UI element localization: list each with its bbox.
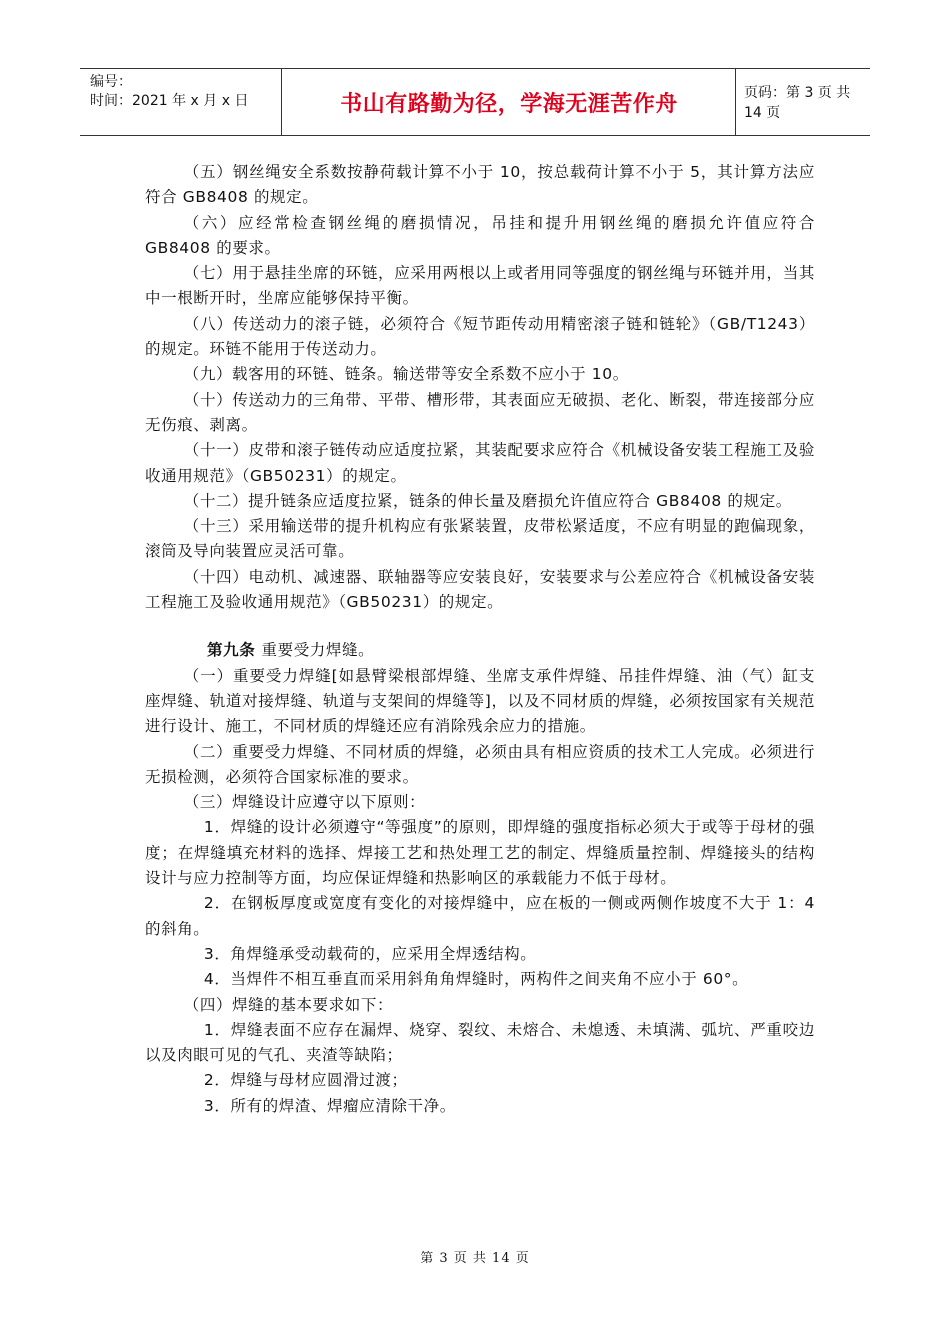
- principle-item: 1．焊缝的设计必须遵守“等强度”的原则，即焊缝的强度指标必须大于或等于母材的强度；在焊缝填充材料的选择、焊接工艺和热处理工艺的制定、焊缝质量控制、焊缝接头的结构设计与应力控制等方面，均应保证焊缝和热影响区的承载能力不低于母材。: [145, 818, 815, 888]
- clause-paragraph: （三）焊缝设计应遵守以下原则：: [183, 793, 426, 812]
- article-title: 重要受力焊缝。: [261, 641, 375, 660]
- document-body: [145, 160, 815, 1119]
- clause-paragraph: （六）应经常检查钢丝绳的磨损情况，吊挂和提升用钢丝绳的磨损允许值应符合 GB8408 的要求。: [145, 213, 815, 257]
- document-number-label: 编号：: [90, 74, 132, 90]
- clause-paragraph: （十二）提升链条应适度拉紧，链条的伸长量及磨损允许值应符合 GB8408 的规定。: [183, 491, 792, 510]
- clause-paragraph: （十）传送动力的三角带、平带、槽形带，其表面应无破损、老化、断裂，带连接部分应无伤痕、剥离。: [145, 390, 815, 434]
- principle-item: 3．角焊缝承受动载荷的，应采用全焊透结构。: [203, 944, 537, 963]
- principle-item: 4．当焊件不相互垂直而采用斜角角焊缝时，两构件之间夹角不应小于 60°。: [203, 970, 749, 989]
- clause-paragraph: （五）钢丝绳安全系数按静荷载计算不小于 10，按总载荷计算不小于 5，其计算方法应符合 GB8408 的规定。: [145, 163, 815, 207]
- header-motto: 书山有路勤为径，学海无涯苦作舟: [283, 69, 736, 135]
- clause-paragraph: （二）重要受力焊缝、不同材质的焊缝，必须由具有相应资质的技术工人完成。必须进行无损检测，必须符合国家标准的要求。: [145, 742, 815, 786]
- article-label: 第九条: [207, 641, 256, 660]
- clause-paragraph: （四）焊缝的基本要求如下：: [183, 995, 394, 1014]
- document-date: 时间：2021 年 x 月 x 日: [90, 93, 249, 109]
- clause-paragraph: （九）载客用的环链、链条。输送带等安全系数不应小于 10。: [183, 365, 629, 384]
- page-footer: 第 3 页 共 14 页: [420, 1251, 530, 1266]
- requirement-item: 3．所有的焊渣、焊瘤应清除干净。: [203, 1096, 456, 1115]
- principle-item: 2．在钢板厚度或宽度有变化的对接焊缝中，应在板的一侧或两侧作坡度不大于 1：4 的斜角。: [145, 894, 815, 938]
- section-gap: [145, 615, 815, 638]
- clause-paragraph: （十四）电动机、减速器、联轴器等应安装良好，安装要求与公差应符合《机械设备安装工程施工及验收通用规范》（GB50231）的规定。: [145, 567, 815, 612]
- header-meta: [80, 69, 282, 135]
- clause-paragraph: （十三）采用输送带的提升机构应有张紧装置，皮带松紧适度，不应有明显的跑偏现象，滚筒及导向装置应灵活可靠。: [145, 517, 815, 561]
- article-heading: [145, 638, 815, 663]
- clause-paragraph: （七）用于悬挂坐席的环链，应采用两根以上或者用同等强度的钢丝绳与环链并用，当其中一根断开时，坐席应能够保持平衡。: [145, 264, 815, 308]
- requirement-item: 1．焊缝表面不应存在漏焊、烧穿、裂纹、未熔合、未熄透、未填满、弧坑、严重咬边以及肉眼可见的气孔、夹渣等缺陷；: [145, 1020, 815, 1065]
- clause-paragraph: （一）重要受力焊缝[如悬臂梁根部焊缝、坐席支承件焊缝、吊挂件焊缝、油（气）缸支座焊缝、轨道对接焊缝、轨道与支架间的焊缝等]，以及不同材质的焊缝，必须按国家有关规范进行设计、施工，不同材质的焊缝还应有消除残余应力的措施。: [145, 666, 815, 736]
- clause-paragraph: （十一）皮带和滚子链传动应适度拉紧，其装配要求应符合《机械设备安装工程施工及验收通用规范》（GB50231）的规定。: [145, 441, 815, 485]
- page-header: [80, 68, 870, 136]
- clause-paragraph: （八）传送动力的滚子链，必须符合《短节距传动用精密滚子链和链轮》（GB/T1243）的规定。环链不能用于传送动力。: [145, 314, 815, 359]
- header-page-info: 页码：第 3 页 共 14 页: [744, 85, 851, 121]
- requirement-item: 2．焊缝与母材应圆滑过渡；: [203, 1071, 408, 1090]
